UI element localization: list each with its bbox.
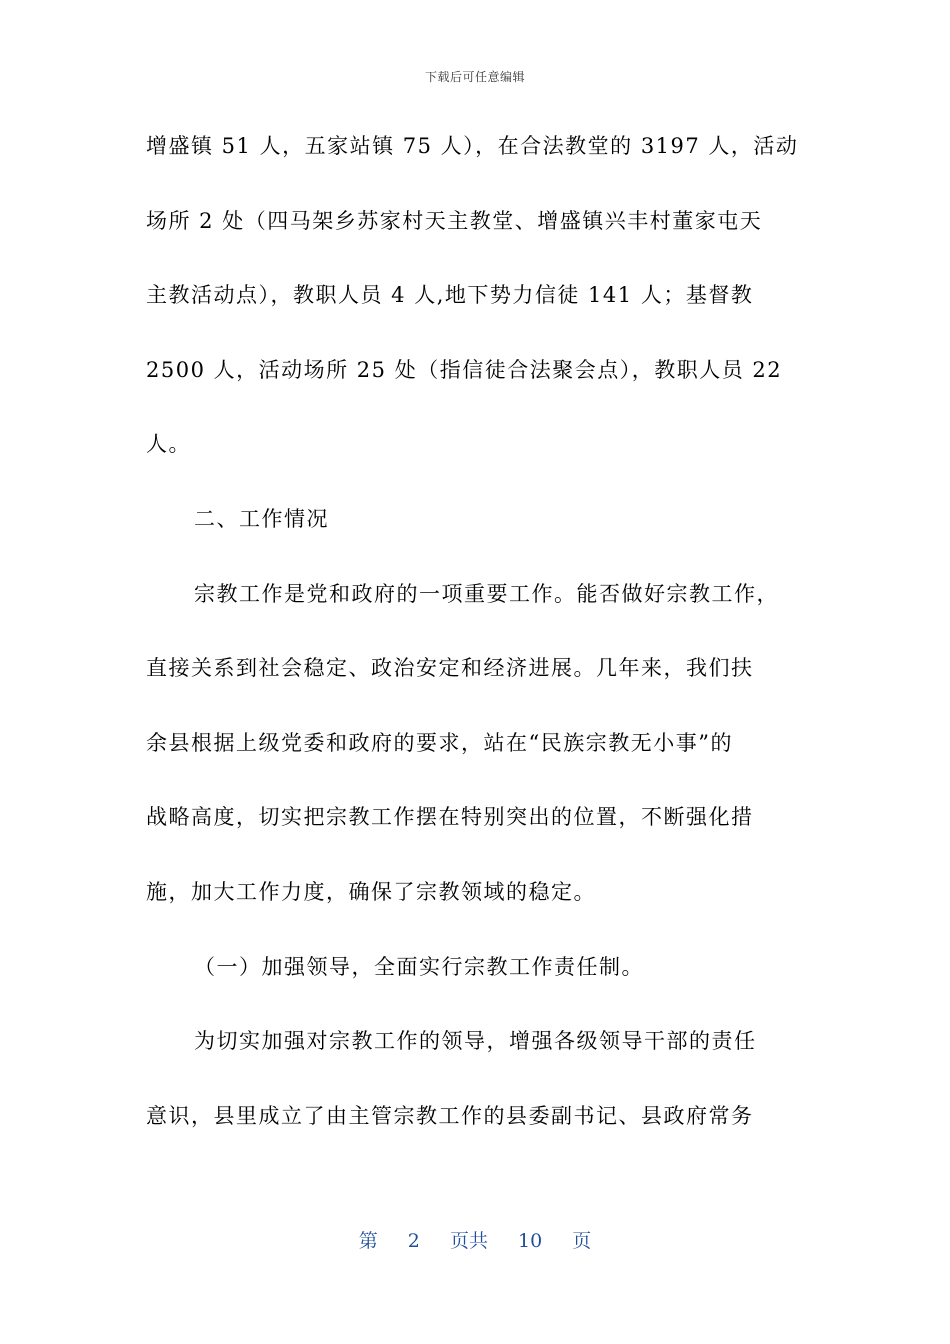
body-line: 直接关系到社会稳定、政治安定和经济进展。几年来，我们扶 xyxy=(146,656,754,681)
body-line: 增盛镇 51 人，五家站镇 75 人），在合法教堂的 3197 人，活动 xyxy=(146,134,799,158)
body-line: 场所 2 处（四马架乡苏家村天主教堂、增盛镇兴丰村董家屯天 xyxy=(146,208,763,233)
page-header: 下载后可任意编辑 xyxy=(424,70,525,84)
paragraph-start-line: 为切实加强对宗教工作的领导，增强各级领导干部的责任 xyxy=(194,1029,757,1054)
body-line: 2500 人，活动场所 25 处（指信徒合法聚会点），教职人员 22 xyxy=(146,357,783,382)
body-line: 战略高度，切实把宗教工作摆在特别突出的位置，不断强化措 xyxy=(146,805,754,830)
footer-total-pages: 10 xyxy=(518,1230,543,1252)
document-body xyxy=(146,128,806,1172)
footer-middle: 页共 xyxy=(449,1230,488,1252)
footer-current-page: 2 xyxy=(407,1230,420,1252)
page-footer xyxy=(0,1226,950,1253)
paragraph-start-line: 宗教工作是党和政府的一项重要工作。能否做好宗教工作， xyxy=(194,581,779,606)
body-line: 主教活动点），教职人员 4 人,地下势力信徒 141 人；基督教 xyxy=(146,283,754,308)
footer-prefix: 第 xyxy=(358,1230,378,1252)
body-line: 人。 xyxy=(146,432,191,457)
body-line: 意识，县里成立了由主管宗教工作的县委副书记、县政府常务 xyxy=(146,1103,754,1128)
body-line: 余县根据上级党委和政府的要求，站在“民族宗教无小事”的 xyxy=(146,730,733,755)
subsection-heading: （一）加强领导，全面实行宗教工作责任制。 xyxy=(194,954,644,979)
footer-suffix: 页 xyxy=(572,1230,592,1252)
body-line: 施，加大工作力度，确保了宗教领域的稳定。 xyxy=(146,879,596,904)
section-heading: 二、工作情况 xyxy=(194,506,329,531)
